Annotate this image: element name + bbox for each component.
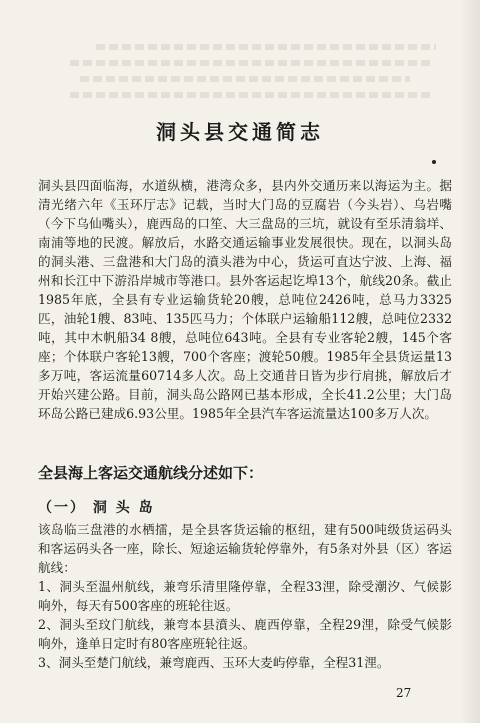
ink-dot [432, 160, 436, 164]
page-number: 27 [396, 686, 412, 700]
subsection-body [38, 520, 452, 672]
page-title: 洞头县交通简志 [156, 120, 324, 144]
route-item: 3、洞头至楚门航线，兼弯鹿西、玉环大麦屿停靠，全程31浬。 [38, 655, 390, 670]
intro-paragraph: 洞头县四面临海，水道纵横，港湾众多，县内外交通历来以海运为主。据清光绪六年《玉环厅志》记载，当时大门岛的豆腐岩（今头岩）、乌岩嘴（今下乌仙嘴头），鹿西岛的口笙、大三盘岛的三坑，就设有至乐清翁垟、南浦等地的民渡。解放后，水路交通运输事业发展很快。现在，以洞头岛的洞头港、三盘港和大门岛的濆头港为中心，货运可直达宁波、上海、福州和长江中下游沿岸城市等港口。县外客运起讫埠13个，航线20条。截止1985年底，全县有专业运输货轮20艘，总吨位2426吨，总马力3325匹，油轮1艘、83吨、135匹马力；个体联户运输船112艘，总吨位2332吨，其中木帆船34 8艘，总吨位643吨。全县有专业客轮2艘，145个客座；个体联户客轮13艘，700个客座；渡轮50艘。1985年全县货运量13多万吨，客运流量60714多人次。岛上交通昔日皆为步行肩挑，解放后才开始兴建公路。目前，洞头岛公路网已基本形成，全长41.2公里；大门岛环岛公路已建成6.93公里。1985年全县汽车客运流量达100多万人次。 [38, 178, 452, 421]
bleed-through-text [70, 92, 430, 98]
subsection-heading: （一） 洞 头 岛 [38, 500, 155, 516]
bleed-through-text [96, 44, 436, 50]
bleed-through-text [80, 76, 410, 82]
route-item: 2、洞头至玟门航线，兼弯本县濆头、鹿西停靠，全程29浬，除受气候影响外，逢单日定时有80客座班轮往返。 [38, 617, 452, 651]
subsection-paragraph: 该岛临三盘港的水栖擂，是全县客货运输的枢纽，建有500吨级货运码头和客运码头各一座，除长、短途运输货轮停靠外，有5条对外县（区）客运航线： [38, 522, 452, 575]
section-heading: 全县海上客运交通航线分述如下： [38, 464, 264, 482]
page-edge-shadow [460, 0, 480, 723]
route-item: 1、洞头至温州航线，兼弯乐清里隆停靠，全程33浬，除受潮汐、气候影响外，每天有500客座的班轮往返。 [38, 579, 452, 613]
bleed-through-text [70, 60, 430, 66]
